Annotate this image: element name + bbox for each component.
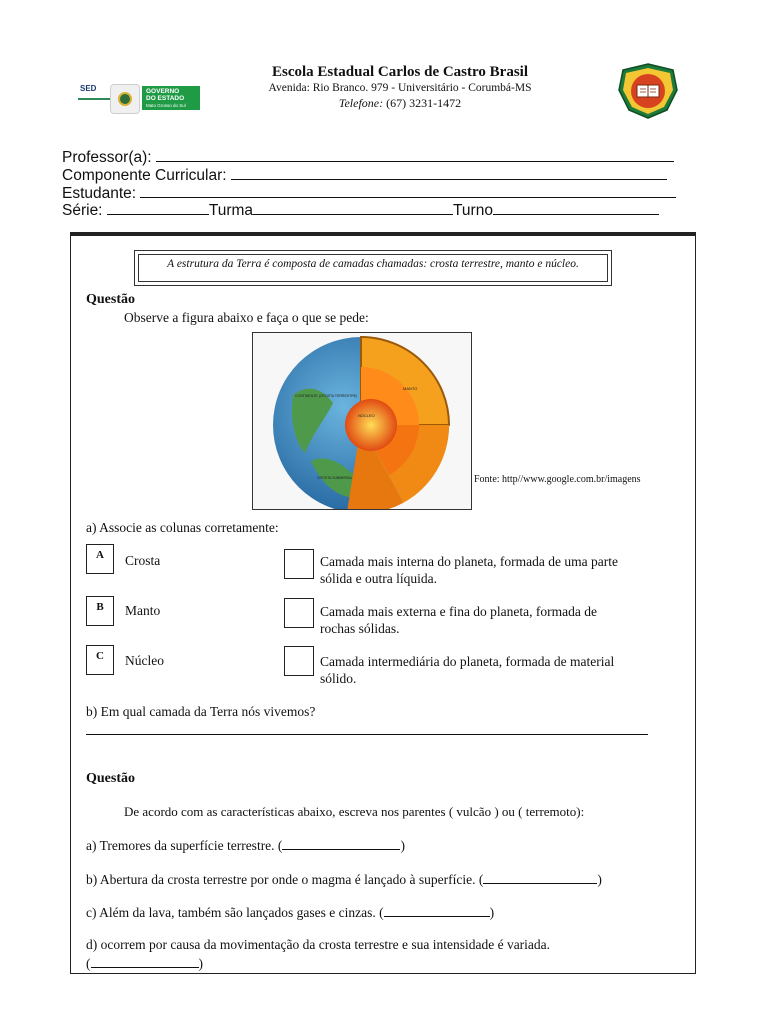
- estudante-line[interactable]: [140, 184, 676, 198]
- serie-line[interactable]: [107, 201, 209, 215]
- earth-layers-figure: [252, 332, 472, 510]
- figure-label-continente: CONTINENTE (CROSTA TERRESTRE): [295, 394, 358, 398]
- turno-line[interactable]: [493, 201, 659, 215]
- professor-label: Professor(a):: [62, 149, 152, 166]
- government-logo: [110, 84, 200, 112]
- q2-item-b-text: b) Abertura da crosta terrestre por onde o magma é lançado à superfície. (: [86, 872, 484, 887]
- definition-1-line-1: Camada mais interna do planeta, formada de uma parte: [320, 554, 619, 569]
- phone-label: Telefone:: [338, 96, 384, 110]
- intro-box: [134, 250, 612, 286]
- componente-label: Componente Curricular:: [62, 167, 227, 184]
- figure-label-manto: MANTO: [403, 386, 418, 391]
- sed-logo-text: SED: [80, 84, 97, 93]
- q2-item-b-blank[interactable]: [483, 871, 597, 884]
- q2-item-a-blank[interactable]: [282, 837, 400, 850]
- letter-box-b: B: [86, 596, 114, 626]
- definition-2: [320, 603, 597, 637]
- q2-item-c-close: ): [489, 905, 495, 920]
- school-phone: [220, 96, 580, 111]
- estudante-field: [62, 184, 676, 202]
- answer-box-2[interactable]: [284, 598, 314, 628]
- estudante-label: Estudante:: [62, 185, 137, 202]
- q2-item-d-blank[interactable]: [91, 955, 199, 968]
- gov-logo-line-1: GOVERNO: [146, 88, 180, 95]
- q2-item-a-close: ): [400, 838, 405, 853]
- turma-line[interactable]: [253, 201, 453, 215]
- answer-box-3[interactable]: [284, 646, 314, 676]
- sed-logo-sub: [78, 102, 108, 110]
- earth-layers-image: [253, 333, 472, 510]
- definition-2-line-2: rochas sólidas.: [320, 621, 400, 636]
- government-logo-box: [142, 86, 200, 110]
- state-crest-icon: [110, 84, 140, 114]
- image-source: Fonte: http//www.google.com.br/imagens: [474, 474, 641, 485]
- label-manto: Manto: [125, 603, 161, 618]
- q2-item-c-blank[interactable]: [384, 904, 490, 917]
- part-a-prompt: a) Associe as colunas corretamente:: [86, 520, 279, 535]
- q2-item-c-text: c) Além da lava, também são lançados gases e cinzas. (: [86, 905, 384, 920]
- definition-3-line-2: sólido.: [320, 671, 357, 686]
- componente-line[interactable]: [231, 166, 667, 180]
- serie-turma-turno-field: [62, 201, 659, 219]
- definition-2-line-1: Camada mais externa e fina do planeta, formada de: [320, 604, 598, 619]
- turma-label: Turma: [208, 202, 254, 219]
- sed-logo-line: [78, 98, 110, 100]
- q2-item-d-close: ): [198, 956, 203, 971]
- intro-text: A estrutura da Terra é composta de camadas chamadas: crosta terrestre, manto e núcleo.: [138, 254, 608, 282]
- answer-box-1[interactable]: [284, 549, 314, 579]
- professor-line[interactable]: [156, 148, 674, 162]
- school-emblem-icon: [615, 62, 681, 120]
- question-1-instruction: Observe a figura abaixo e faça o que se pede:: [124, 310, 369, 325]
- q2-item-a: [86, 837, 405, 854]
- definition-1-line-2: sólida e outra líquida.: [320, 571, 437, 586]
- part-b-answer-line[interactable]: [86, 734, 648, 735]
- gov-logo-line-3: Mato Grosso do Sul: [146, 103, 186, 108]
- figure-label-crosta: CROSTA SUBMERSA: [317, 476, 352, 480]
- q2-item-b: [86, 871, 602, 888]
- part-b-prompt: b) Em qual camada da Terra nós vivemos?: [86, 704, 316, 719]
- q2-item-b-close: ): [597, 872, 602, 887]
- q2-item-a-text: a) Tremores da superfície terrestre. (: [86, 838, 283, 853]
- definition-3: [320, 653, 614, 687]
- figure-label-nucleo: NÚCLEO: [358, 413, 375, 418]
- q2-item-d-open: (: [86, 956, 91, 971]
- componente-field: [62, 166, 667, 184]
- question-1-title: Questão: [86, 292, 135, 307]
- q2-item-d-text: d) ocorrem por causa da movimentação da crosta terrestre e sua intensidade é variada.: [86, 937, 551, 952]
- school-address: Avenida: Rio Branco. 979 - Universitário - Corumbá-MS: [268, 82, 532, 94]
- label-crosta: Crosta: [125, 553, 161, 568]
- q2-item-c: [86, 904, 494, 921]
- definition-1: [320, 553, 618, 587]
- letter-box-c: C: [86, 645, 114, 675]
- turno-label: Turno: [453, 202, 493, 219]
- question-2-title: Questão: [86, 771, 135, 786]
- serie-label: Série:: [62, 202, 103, 219]
- letter-box-a: A: [86, 544, 114, 574]
- school-name: Escola Estadual Carlos de Castro Brasil: [272, 64, 528, 80]
- professor-field: [62, 148, 674, 166]
- gov-logo-line-2: DO ESTADO: [146, 95, 185, 102]
- q2-item-d-answer: [86, 955, 203, 972]
- phone-number: (67) 3231-1472: [386, 96, 462, 110]
- question-2-instruction: De acordo com as características abaixo, escreva nos parentes ( vulcão ) ou ( terremoto):: [124, 804, 585, 819]
- label-nucleo: Núcleo: [125, 653, 164, 668]
- definition-3-line-1: Camada intermediária do planeta, formada de material: [320, 654, 615, 669]
